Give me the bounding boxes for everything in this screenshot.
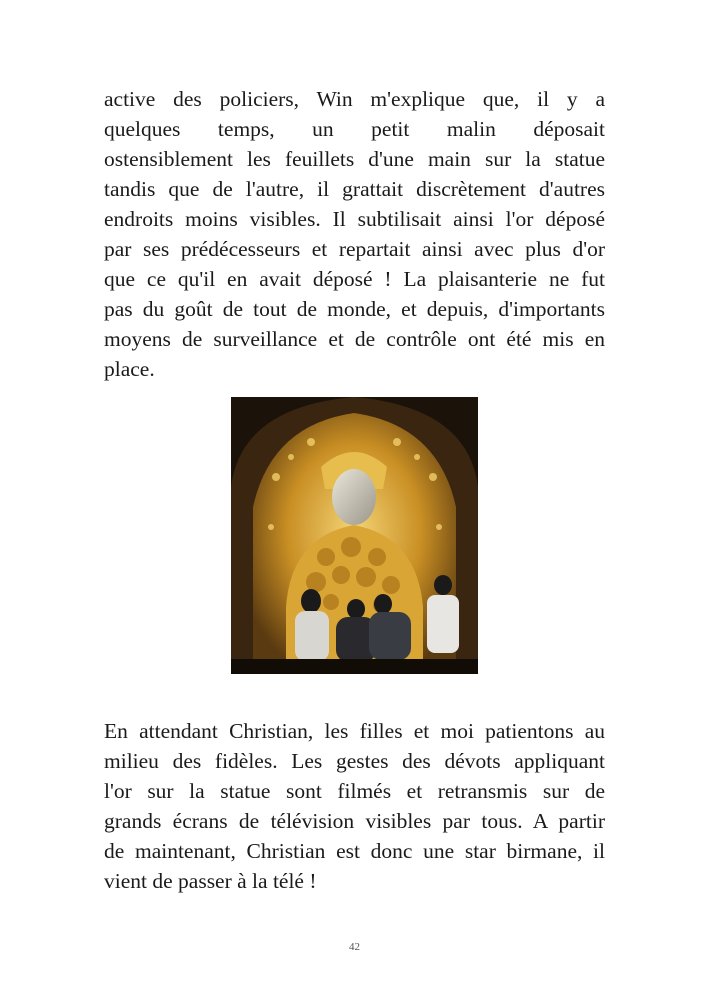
text-line: par ses prédécesseurs et repartait ainsi avec plus d'or	[104, 237, 605, 261]
text-line: milieu des fidèles. Les gestes des dévots appliquant	[104, 749, 605, 773]
text-line: place.	[104, 357, 155, 381]
text-line: active des policiers, Win m'explique que, il y a	[104, 87, 605, 111]
text-line: de maintenant, Christian est donc une star birmane, il	[104, 839, 605, 863]
text-line: moyens de surveillance et de contrôle ont été mis en	[104, 327, 605, 351]
text-line: quelques temps, un petit malin déposait	[104, 117, 605, 141]
text-line: endroits moins visibles. Il subtilisait ainsi l'or déposé	[104, 207, 605, 231]
text-line: ostensiblement les feuillets d'une main sur la statue	[104, 147, 605, 171]
page-number: 42	[349, 941, 360, 953]
text-line: tandis que de l'autre, il grattait discrètement d'autres	[104, 177, 605, 201]
paragraph-1	[104, 84, 605, 384]
paragraph-2	[104, 716, 605, 896]
text-line: En attendant Christian, les filles et moi patientons au	[104, 719, 605, 743]
text-line: grands écrans de télévision visibles par tous. A partir	[104, 809, 605, 833]
photo-illustration	[231, 397, 478, 674]
text-line: l'or sur la statue sont filmés et retransmis sur de	[104, 779, 605, 803]
buddha-statue-photo	[231, 397, 478, 674]
text-line: vient de passer à la télé !	[104, 869, 317, 893]
text-line: que ce qu'il en avait déposé ! La plaisanterie ne fut	[104, 267, 605, 291]
text-line: pas du goût de tout de monde, et depuis, d'importants	[104, 297, 605, 321]
